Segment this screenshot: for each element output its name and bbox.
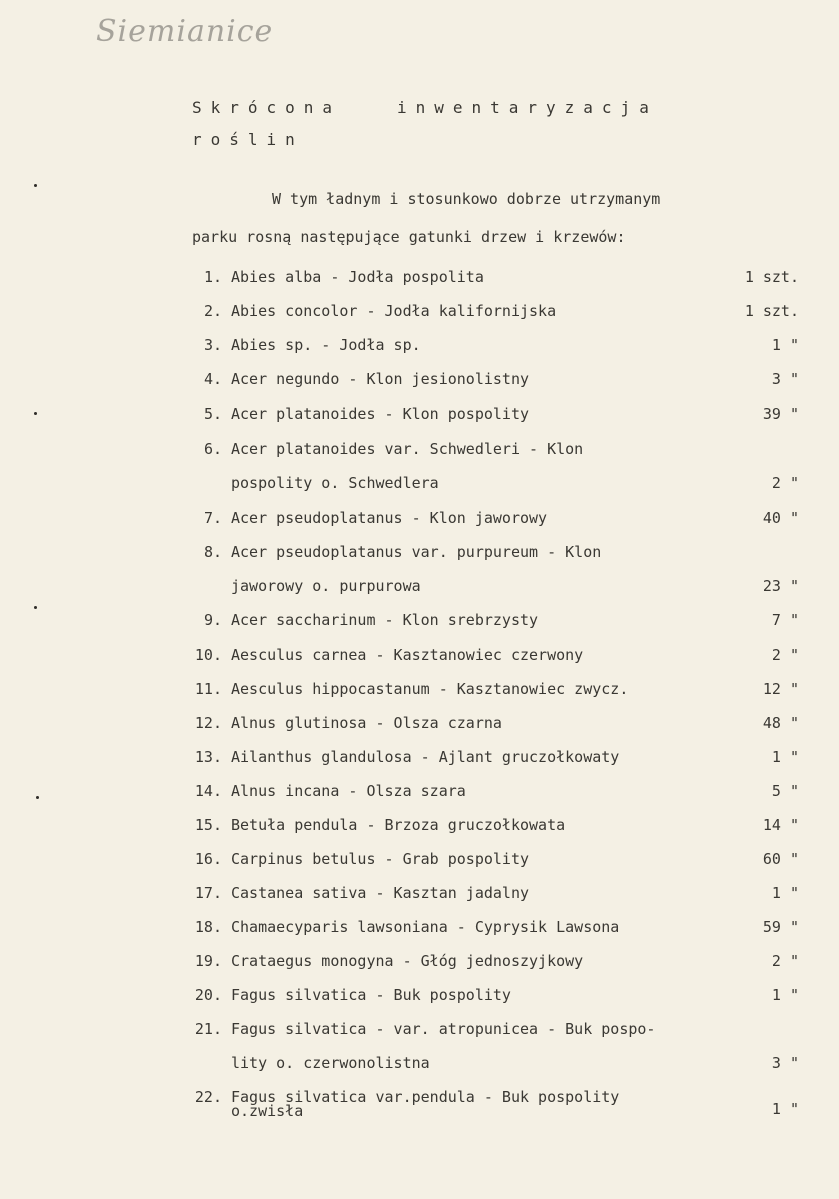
list-item bbox=[0, 302, 839, 324]
list-item bbox=[0, 748, 839, 770]
item-number: 10. bbox=[194, 646, 222, 664]
item-quantity: 1 szt. bbox=[744, 302, 799, 320]
item-text: o.zwisła bbox=[231, 1102, 304, 1120]
item-text: Acer platanoides - Klon pospolity bbox=[231, 405, 530, 423]
item-quantity: 2 " bbox=[771, 474, 799, 492]
item-number: 8. bbox=[203, 543, 222, 561]
list-item bbox=[0, 440, 839, 462]
list-item bbox=[0, 370, 839, 392]
list-item bbox=[0, 884, 839, 906]
item-text: Fagus silvatica var.pendula - Buk pospolity bbox=[231, 1088, 620, 1106]
item-quantity: 60 " bbox=[762, 850, 799, 868]
item-quantity: 1 " bbox=[771, 1100, 799, 1118]
item-quantity: 1 " bbox=[771, 336, 799, 354]
item-number: 3. bbox=[203, 336, 222, 354]
intro-line-1: W tym ładnym i stosunkowo dobrze utrzymanym bbox=[272, 190, 661, 208]
item-quantity: 12 " bbox=[762, 680, 799, 698]
item-quantity: 59 " bbox=[762, 918, 799, 936]
document-title-line-2: roślin bbox=[192, 130, 304, 149]
item-text: Aesculus carnea - Kasztanowiec czerwony bbox=[231, 646, 584, 664]
item-text: Chamaecyparis lawsoniana - Cyprysik Lawsona bbox=[231, 918, 620, 936]
item-text: Abies alba - Jodła pospolita bbox=[231, 268, 484, 286]
item-text: jaworowy o. purpurowa bbox=[231, 577, 421, 595]
item-quantity: 5 " bbox=[771, 782, 799, 800]
item-text: Ailanthus glandulosa - Ajlant gruczołkowaty bbox=[231, 748, 620, 766]
list-item bbox=[0, 509, 839, 531]
item-quantity: 14 " bbox=[762, 816, 799, 834]
list-item bbox=[0, 611, 839, 633]
list-item bbox=[0, 680, 839, 702]
item-quantity: 1 szt. bbox=[744, 268, 799, 286]
item-text: Alnus glutinosa - Olsza czarna bbox=[231, 714, 502, 732]
list-item bbox=[0, 850, 839, 872]
list-item bbox=[0, 714, 839, 736]
item-number: 7. bbox=[203, 509, 222, 527]
document-title-line-1: Skrócona inwentaryzacja bbox=[192, 98, 658, 117]
item-number: 16. bbox=[194, 850, 222, 868]
margin-speck bbox=[36, 796, 39, 799]
item-number: 18. bbox=[194, 918, 222, 936]
list-item bbox=[0, 268, 839, 290]
item-number: 4. bbox=[203, 370, 222, 388]
list-item bbox=[0, 646, 839, 668]
margin-speck bbox=[34, 412, 37, 415]
list-item bbox=[0, 986, 839, 1008]
item-text: Castanea sativa - Kasztan jadalny bbox=[231, 884, 530, 902]
list-item bbox=[0, 336, 839, 358]
margin-speck bbox=[34, 606, 37, 609]
item-quantity: 23 " bbox=[762, 577, 799, 595]
list-item bbox=[0, 816, 839, 838]
item-quantity: 1 " bbox=[771, 986, 799, 1004]
list-item bbox=[0, 782, 839, 804]
item-text: Abies concolor - Jodła kalifornijska bbox=[231, 302, 557, 320]
item-number: 21. bbox=[194, 1020, 222, 1038]
item-number: 12. bbox=[194, 714, 222, 732]
item-number: 19. bbox=[194, 952, 222, 970]
handwritten-note: Siemianice bbox=[96, 14, 274, 49]
item-quantity: 3 " bbox=[771, 370, 799, 388]
item-text: Acer platanoides var. Schwedleri - Klon bbox=[231, 440, 584, 458]
list-item bbox=[0, 543, 839, 565]
item-number: 15. bbox=[194, 816, 222, 834]
item-text: Crataegus monogyna - Głóg jednoszyjkowy bbox=[231, 952, 584, 970]
item-number: 14. bbox=[194, 782, 222, 800]
item-quantity: 48 " bbox=[762, 714, 799, 732]
item-number: 1. bbox=[203, 268, 222, 286]
intro-line-2: parku rosną następujące gatunki drzew i krzewów: bbox=[192, 228, 626, 246]
item-text: Acer negundo - Klon jesionolistny bbox=[231, 370, 530, 388]
item-number: 6. bbox=[203, 440, 222, 458]
item-quantity: 39 " bbox=[762, 405, 799, 423]
item-text: lity o. czerwonolistna bbox=[231, 1054, 430, 1072]
list-item bbox=[0, 918, 839, 940]
list-item bbox=[0, 1088, 839, 1120]
item-text: pospolity o. Schwedlera bbox=[231, 474, 439, 492]
item-number: 2. bbox=[203, 302, 222, 320]
margin-speck bbox=[34, 184, 37, 187]
item-quantity: 2 " bbox=[771, 646, 799, 664]
item-number: 22. bbox=[194, 1088, 222, 1106]
item-quantity: 1 " bbox=[771, 748, 799, 766]
item-text: Betuła pendula - Brzoza gruczołkowata bbox=[231, 816, 566, 834]
item-number: 11. bbox=[194, 680, 222, 698]
item-number: 9. bbox=[203, 611, 222, 629]
list-item-continuation bbox=[0, 577, 839, 599]
list-item-continuation bbox=[0, 474, 839, 496]
item-text: Acer pseudoplatanus - Klon jaworowy bbox=[231, 509, 548, 527]
item-quantity: 1 " bbox=[771, 884, 799, 902]
item-text: Acer saccharinum - Klon srebrzysty bbox=[231, 611, 539, 629]
item-text: Acer pseudoplatanus var. purpureum - Klon bbox=[231, 543, 602, 561]
item-text: Fagus silvatica - Buk pospolity bbox=[231, 986, 511, 1004]
item-text: Abies sp. - Jodła sp. bbox=[231, 336, 421, 354]
item-number: 17. bbox=[194, 884, 222, 902]
list-item bbox=[0, 952, 839, 974]
item-quantity: 7 " bbox=[771, 611, 799, 629]
item-quantity: 40 " bbox=[762, 509, 799, 527]
item-text: Carpinus betulus - Grab pospolity bbox=[231, 850, 530, 868]
item-number: 20. bbox=[194, 986, 222, 1004]
item-number: 5. bbox=[203, 405, 222, 423]
list-item-continuation bbox=[0, 1054, 839, 1076]
item-text: Aesculus hippocastanum - Kasztanowiec zwycz. bbox=[231, 680, 629, 698]
item-quantity: 2 " bbox=[771, 952, 799, 970]
item-number: 13. bbox=[194, 748, 222, 766]
list-item bbox=[0, 1020, 839, 1042]
item-text: Alnus incana - Olsza szara bbox=[231, 782, 466, 800]
item-quantity: 3 " bbox=[771, 1054, 799, 1072]
list-item bbox=[0, 405, 839, 427]
item-text: Fagus silvatica - var. atropunicea - Buk pospo- bbox=[231, 1020, 656, 1038]
